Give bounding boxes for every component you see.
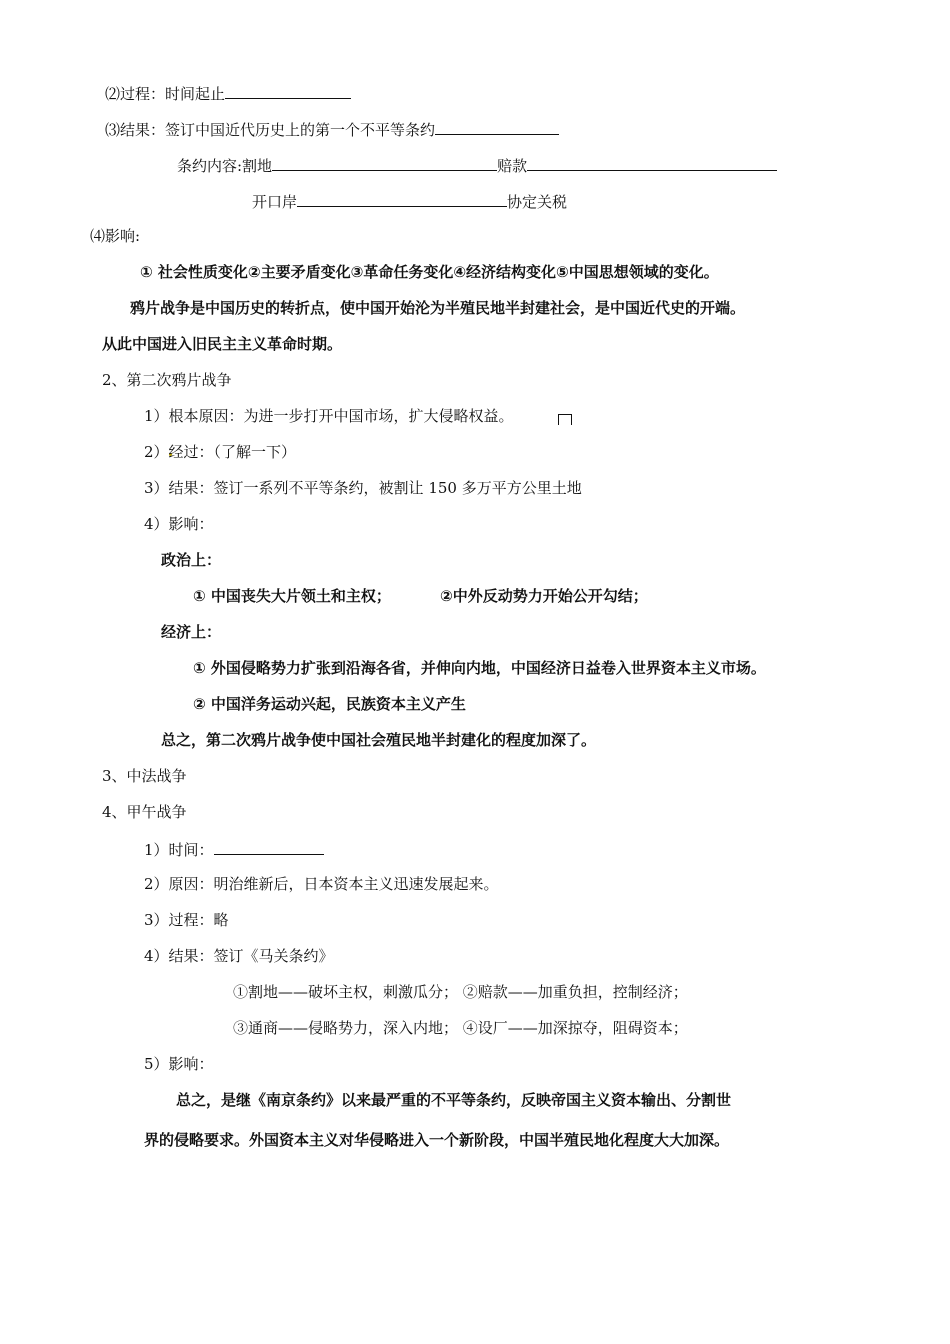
line-treaty-content — [177, 154, 777, 176]
line-turning-point: 鸦片战争是中国历史的转折点，使中国开始沦为半殖民地半封建社会，是中国近代史的开端。 — [130, 299, 746, 317]
line-influence-third: 5）影响： — [144, 1055, 214, 1073]
fill-blank[interactable] — [435, 118, 559, 135]
line-result-second: 3）结果：签订一系列不平等条约，被割让 150 多万平方公里土地 — [144, 479, 582, 497]
fill-blank[interactable] — [225, 82, 351, 99]
text: 赔款 — [497, 157, 528, 175]
line-political-2: ②中外反动势力开始公开勾结； — [440, 587, 648, 605]
text: ⑶结果：签订中国近代历史上的第一个不平等条约 — [105, 121, 436, 139]
line-process: 3）过程：略 — [144, 911, 229, 929]
line-course: 2）经过：（了解一下） — [144, 443, 297, 461]
section-sino-french-war: 3、中法战争 — [102, 767, 187, 785]
section-sino-japanese-war: 4、甲午战争 — [102, 803, 187, 821]
text: 协定关税 — [507, 193, 568, 211]
line-influence-heading: ⑷影响: — [90, 227, 141, 245]
line-result-treaty-shimonoseki: 4）结果：签订《马关条约》 — [144, 947, 334, 965]
line-political-1: ① 中国丧失大片领土和主权； — [193, 587, 391, 605]
line-terms-2: ③通商——侵略势力，深入内地； ④设厂——加深掠夺，阻碍资本； — [233, 1019, 688, 1037]
line-process-time — [105, 82, 351, 104]
line-terms-1: ①割地——破坏主权，刺激瓜分； ②赔款——加重负担，控制经济； — [233, 983, 688, 1001]
text: ⑵过程：时间起止 — [105, 85, 226, 103]
line-reason: 2）原因：明治维新后，日本资本主义迅速发展起来。 — [144, 875, 499, 893]
line-time — [144, 838, 324, 860]
fill-blank[interactable] — [272, 154, 497, 171]
line-economic-2: ② 中国洋务运动兴起，民族资本主义产生 — [193, 695, 466, 713]
line-summary-second: 总之，第二次鸦片战争使中国社会殖民地半封建化的程度加深了。 — [161, 731, 597, 749]
text: 1）时间： — [144, 841, 214, 859]
heading-political: 政治上： — [161, 551, 222, 569]
line-result-treaty — [105, 118, 559, 140]
section-second-opium-war: 2、第二次鸦片战争 — [102, 371, 232, 389]
text: 条约内容:割地 — [177, 157, 273, 175]
line-summary-third-2: 界的侵略要求。外国资本主义对华侵略进入一个新阶段，中国半殖民地化程度大大加深。 — [144, 1131, 730, 1149]
line-influence-second: 4）影响： — [144, 515, 214, 533]
text: 开口岸 — [252, 193, 298, 211]
fill-blank[interactable] — [297, 190, 507, 207]
line-economic-1: ① 外国侵略势力扩张到沿海各省，并伸向内地，中国经济日益卷入世界资本主义市场。 — [193, 659, 766, 677]
fill-blank[interactable] — [214, 838, 324, 855]
line-open-ports — [252, 190, 567, 212]
line-summary-third-1: 总之，是继《南京条约》以来最严重的不平等条约，反映帝国主义资本输出、分割世 — [176, 1091, 732, 1109]
line-revolution-period: 从此中国进入旧民主主义革命时期。 — [102, 335, 343, 353]
line-influence-list: ① 社会性质变化②主要矛盾变化③革命任务变化④经济结构变化⑤中国思想领域的变化。 — [140, 263, 719, 281]
fill-blank[interactable] — [527, 154, 777, 171]
bracket-mark — [558, 414, 572, 425]
line-root-cause: 1）根本原因：为进一步打开中国市场，扩大侵略权益。 — [144, 407, 514, 425]
heading-economic: 经济上： — [161, 623, 222, 641]
